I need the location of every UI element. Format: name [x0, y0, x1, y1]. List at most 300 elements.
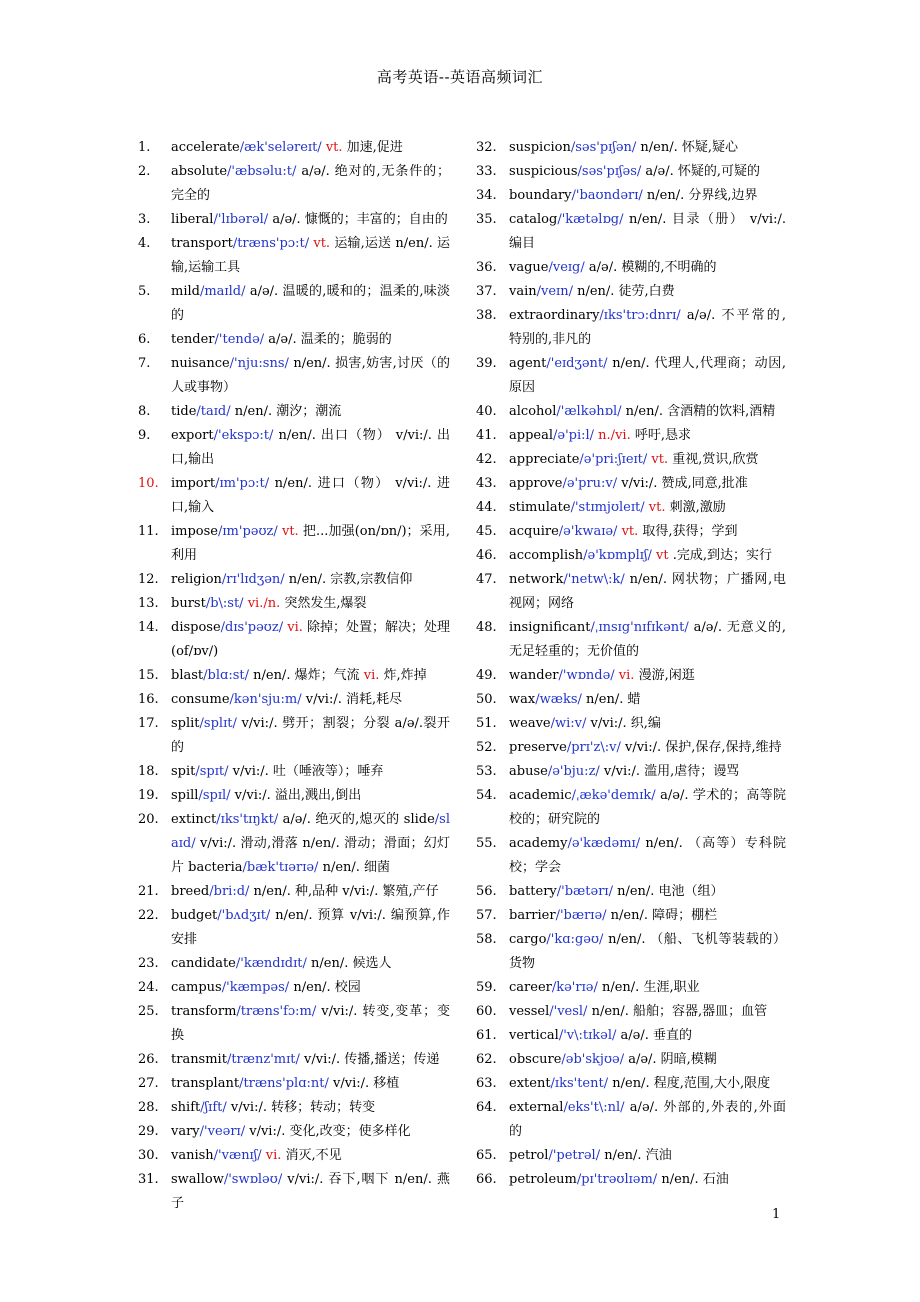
entry-word: abuse [509, 764, 548, 779]
entry-phonetic: /wæks/ [535, 692, 582, 707]
entry-phonetic: /spɪt/ [195, 764, 229, 779]
vocab-entry [476, 400, 786, 424]
entry-number: 11. [138, 524, 159, 539]
entry-phonetic: /səs'pɪʃəs/ [577, 164, 642, 179]
entry-number: 37. [476, 284, 497, 299]
entry-word: absolute [171, 164, 228, 179]
entry-definition: a/ə/. 学术的；高等院校的；研究院的 [509, 788, 786, 827]
entry-number: 27. [138, 1076, 159, 1091]
vocab-entry [476, 184, 786, 208]
entry-definition: 运输,运送 n/en/. 运输,运输工具 [171, 236, 450, 275]
entry-word: liberal [171, 212, 214, 227]
entry-phonetic: /maɪld/ [199, 284, 246, 299]
entry-phonetic: /wi:v/ [550, 716, 587, 731]
entry-text [171, 520, 450, 568]
entry-number: 7. [138, 356, 151, 371]
entry-definition: a/ə/. 不平常的,特别的,非凡的 [509, 308, 786, 347]
vocab-entry [138, 592, 450, 616]
entry-text [509, 136, 786, 160]
entry-part-of-speech: vt [651, 548, 669, 563]
vocab-entry [138, 904, 450, 952]
vocab-entry [476, 616, 786, 664]
vocab-entry [476, 208, 786, 256]
entry-definition: n/en/. 石油 [657, 1172, 729, 1187]
entry-definition: v/vi:/. 溢出,溅出,倒出 [230, 788, 362, 803]
entry-phonetic: /ɪks'tent/ [550, 1076, 609, 1091]
entry-phonetic: /ə'kædəmɪ/ [567, 836, 641, 851]
entry-word: acquire [509, 524, 559, 539]
entry-definition: 刺激,激励 [665, 500, 726, 515]
entry-definition: n/en/. 分界线,边界 [642, 188, 758, 203]
entry-number: 16. [138, 692, 159, 707]
entry-number: 46. [476, 548, 497, 563]
entry-text [509, 208, 786, 256]
entry-definition: n/en/. 爆炸；气流 [248, 668, 364, 683]
entry-number: 43. [476, 476, 497, 491]
entry-text [171, 568, 450, 592]
entry-text [171, 1144, 450, 1168]
entry-definition: 取得,获得；学到 [638, 524, 738, 539]
entry-definition: 除掉；处置；解决；处理(of/ɒv/) [171, 620, 451, 659]
entry-phonetic: /kə'rɪə/ [551, 980, 598, 995]
entry-text [171, 784, 450, 808]
entry-text [171, 1048, 450, 1072]
entry-definition: 呼吁,恳求 [630, 428, 691, 443]
entry-word: export [171, 428, 214, 443]
entry-phonetic: /'tendə/ [214, 332, 265, 347]
entry-definition: n/en/. 候选人 [306, 956, 392, 971]
entry-word: barrier [509, 908, 556, 923]
entry-word: petrol [509, 1148, 549, 1163]
entry-number: 61. [476, 1028, 497, 1043]
entry-phonetic: /splɪt/ [199, 716, 237, 731]
vocab-entry [138, 232, 450, 280]
entry-definition: v/vi:/. 保护,保存,保持,维持 [620, 740, 782, 755]
entry-text [509, 1072, 786, 1096]
entry-definition: n/en/. 进口（物） v/vi:/. 进口,输入 [171, 476, 450, 515]
entry-text [509, 1144, 786, 1168]
vocab-entry [476, 976, 786, 1000]
entry-phonetic: /ˌɪnsɪg'nɪfɪkənt/ [590, 620, 689, 635]
entry-definition: n/en/. 网状物；广播网,电视网；网络 [509, 572, 786, 611]
entry-definition: n/en/. 障碍；棚栏 [606, 908, 718, 923]
entry-definition: n/en/. （高等）专科院校；学会 [509, 836, 786, 875]
vocab-entry [476, 1096, 786, 1144]
entry-phonetic: /'bærɪə/ [555, 908, 607, 923]
entry-text [171, 616, 450, 664]
entry-word: vague [509, 260, 549, 275]
entry-phonetic: /'stɪmjʊleɪt/ [570, 500, 645, 515]
entry-phonetic: /səs'pɪʃən/ [570, 140, 637, 155]
vocab-entry [138, 784, 450, 808]
entry-text [171, 592, 450, 616]
entry-definition: n/en/. 校园 [289, 980, 361, 995]
vocab-entry [138, 520, 450, 568]
entry-word: impose [171, 524, 218, 539]
entry-definition: n/en/. 目录（册） v/vi:/. 编目 [509, 212, 786, 251]
entry-part-of-speech: vi. [261, 1148, 282, 1163]
entry-phonetic: /slaɪd/ [171, 812, 450, 851]
entry-definition: n/en/. 电池（组） [612, 884, 724, 899]
entry-definition: v/vi:/. 消耗,耗尽 [301, 692, 403, 707]
entry-word: approve [509, 476, 563, 491]
entry-number: 60. [476, 1004, 497, 1019]
vocab-entry [476, 568, 786, 616]
entry-phonetic: /əb'skjʊə/ [561, 1052, 625, 1067]
entry-definition: .完成,到达；实行 [668, 548, 772, 563]
entry-number: 55. [476, 836, 497, 851]
entry-phonetic: /ɪks'tɪŋkt/ [216, 812, 279, 827]
entry-text [171, 1000, 450, 1048]
entry-word: suspicion [509, 140, 571, 155]
vocab-entry [138, 136, 450, 160]
entry-number: 6. [138, 332, 151, 347]
entry-definition: v/vi:/. 滥用,虐待；谩骂 [599, 764, 740, 779]
entry-part-of-speech: vi. [363, 668, 380, 683]
entry-word: shift [171, 1100, 201, 1115]
entry-word: mild [171, 284, 200, 299]
vocab-entry [476, 712, 786, 736]
vocab-entry [476, 424, 786, 448]
entry-number: 21. [138, 884, 159, 899]
entry-text [509, 832, 786, 880]
entry-text [171, 1072, 450, 1096]
vocab-entry [138, 400, 450, 424]
entry-definition: v/vi:/. 转移；转动；转变 [226, 1100, 376, 1115]
entry-phonetic: /ə'pru:v/ [562, 476, 618, 491]
entry-definition: a/ə/. 外部的,外表的,外面的 [509, 1100, 786, 1139]
vocab-entry [476, 784, 786, 832]
entry-word: dispose [171, 620, 221, 635]
entry-word: spit [171, 764, 196, 779]
entry-text [171, 904, 450, 952]
entry-number: 10. [138, 476, 159, 491]
entry-word: vanish [171, 1148, 214, 1163]
entry-number: 19. [138, 788, 159, 803]
vocab-entry [138, 976, 450, 1000]
entry-word: consume [171, 692, 230, 707]
entry-word: appreciate [509, 452, 580, 467]
entry-text [509, 520, 786, 544]
vocab-entry [138, 472, 450, 520]
entry-definition: a/ə/. 垂直的 [616, 1028, 692, 1043]
entry-word: accomplish [509, 548, 584, 563]
vocab-entry [476, 1000, 786, 1024]
entry-definition: v/vi:/. 吞下,咽下 n/en/. 燕子 [171, 1172, 450, 1211]
entry-phonetic: /'eɪdʒənt/ [546, 356, 608, 371]
vocab-entry [138, 664, 450, 688]
entry-text [509, 568, 786, 616]
vocab-entry [138, 616, 450, 664]
entry-number: 17. [138, 716, 159, 731]
entry-word: vary [171, 1124, 200, 1139]
entry-definition: n/en/. 潮汐；潮流 [230, 404, 342, 419]
entry-definition: v/vi:/. 移植 [328, 1076, 400, 1091]
entry-number: 26. [138, 1052, 159, 1067]
entry-definition: n/en/. （船、飞机等装载的）货物 [509, 932, 786, 971]
entry-definition: a/ə/. 无意义的,无足轻重的；无价值的 [509, 620, 786, 659]
entry-word: candidate [171, 956, 236, 971]
entry-definition: 加速,促进 [342, 140, 403, 155]
entry-number: 22. [138, 908, 159, 923]
document-title: 高考英语--英语高频词汇 [376, 68, 544, 86]
entry-phonetic: /'veərɪ/ [199, 1124, 246, 1139]
entry-phonetic: /'kɑ:gəʊ/ [546, 932, 604, 947]
entry-word: extinct [171, 812, 217, 827]
entry-text [171, 280, 450, 328]
entry-phonetic: /'kætəlɒg/ [557, 212, 624, 227]
entry-phonetic: /bri:d/ [209, 884, 250, 899]
entry-text [171, 952, 450, 976]
vocab-entry [476, 1144, 786, 1168]
entry-phonetic: /bæk'tɪərɪə/ [242, 860, 319, 875]
vocab-entry [138, 1072, 450, 1096]
entry-number: 1. [138, 140, 151, 155]
entry-text [509, 1000, 786, 1024]
entry-definition: a/ə/. 阴暗,模糊 [624, 1052, 717, 1067]
entry-definition: a/ə/. 绝对的,无条件的；完全的 [171, 164, 450, 203]
vocab-entry [138, 208, 450, 232]
entry-word: career [509, 980, 552, 995]
entry-number: 2. [138, 164, 151, 179]
vocab-entry [138, 280, 450, 328]
vocab-entry [138, 880, 450, 904]
page-number: 1 [772, 1207, 781, 1222]
entry-number: 13. [138, 596, 159, 611]
entry-phonetic: /veɪg/ [548, 260, 585, 275]
entry-word: preserve [509, 740, 567, 755]
entry-number: 33. [476, 164, 497, 179]
entry-definition: n/en/. 怀疑,疑心 [636, 140, 739, 155]
vocab-entry [476, 496, 786, 520]
entry-text [509, 400, 786, 424]
entry-definition: v/vi:/. 劈开；割裂；分裂 a/ə/.裂开的 [171, 716, 450, 755]
vocab-entry [476, 304, 786, 352]
entry-text [509, 496, 786, 520]
vocab-entry [476, 688, 786, 712]
entry-number: 23. [138, 956, 159, 971]
entry-number: 59. [476, 980, 497, 995]
vocab-entry [476, 736, 786, 760]
vocab-entry [138, 1000, 450, 1048]
vocab-entry [476, 928, 786, 976]
entry-text [509, 448, 786, 472]
entry-word: wax [509, 692, 536, 707]
entry-definition: a/ə/. 绝灭的,熄灭的 slide [278, 812, 435, 827]
entry-definition: a/ə/. 慷慨的；丰富的；自由的 [268, 212, 448, 227]
entry-word: academic [509, 788, 572, 803]
entry-number: 53. [476, 764, 497, 779]
entry-phonetic: /kən'sju:m/ [229, 692, 302, 707]
entry-text [509, 424, 786, 448]
entry-phonetic: /rɪ'lɪdʒən/ [221, 572, 285, 587]
entry-phonetic: /ə'pri:ʃɪeɪt/ [579, 452, 648, 467]
entry-number: 56. [476, 884, 497, 899]
entry-text [171, 1168, 450, 1216]
entry-number: 8. [138, 404, 151, 419]
vocab-entry [476, 448, 786, 472]
entry-text [509, 616, 786, 664]
entry-word: nuisance [171, 356, 230, 371]
entry-word: obscure [509, 1052, 562, 1067]
entry-word: swallow [171, 1172, 224, 1187]
entry-number: 40. [476, 404, 497, 419]
entry-phonetic: /'kæmpəs/ [221, 980, 290, 995]
entry-number: 49. [476, 668, 497, 683]
vocab-entry [476, 664, 786, 688]
entry-phonetic: /'ælkəhɒl/ [556, 404, 622, 419]
entry-definition: v/vi:/. 赞成,同意,批准 [617, 476, 748, 491]
vocab-entry [476, 904, 786, 928]
entry-word: insignificant [509, 620, 591, 635]
entry-definition: a/ə/. 怀疑的,可疑的 [641, 164, 760, 179]
entry-text [509, 880, 786, 904]
entry-word: budget [171, 908, 218, 923]
entry-number: 66. [476, 1172, 497, 1187]
entry-phonetic: /'vænɪʃ/ [213, 1148, 262, 1163]
entry-number: 24. [138, 980, 159, 995]
entry-phonetic: /'bætərɪ/ [556, 884, 613, 899]
entry-number: 25. [138, 1004, 159, 1019]
entry-definition: n/en/. 宗教,宗教信仰 [284, 572, 413, 587]
entry-phonetic: /ˌækə'demɪk/ [571, 788, 656, 803]
entry-phonetic: /veɪn/ [536, 284, 573, 299]
vocab-entry [138, 1144, 450, 1168]
vocab-entry [138, 424, 450, 472]
entry-word: network [509, 572, 564, 587]
entry-text [171, 1120, 450, 1144]
entry-word: cargo [509, 932, 547, 947]
entry-part-of-speech: vt. [617, 524, 639, 539]
vocab-entry [138, 952, 450, 976]
vocab-entry [476, 880, 786, 904]
entry-number: 32. [476, 140, 497, 155]
vocab-entry [138, 568, 450, 592]
entry-number: 29. [138, 1124, 159, 1139]
vocab-entry [138, 808, 450, 880]
entry-phonetic: /spɪl/ [198, 788, 231, 803]
entry-number: 48. [476, 620, 497, 635]
entry-text [171, 160, 450, 208]
entry-text [509, 1024, 786, 1048]
entry-phonetic: /ə'pi:l/ [553, 428, 595, 443]
entry-phonetic: /'wɒndə/ [558, 668, 615, 683]
entry-definition: n/en/. 汽油 [600, 1148, 672, 1163]
entry-word: petroleum [509, 1172, 577, 1187]
entry-text [171, 880, 450, 904]
entry-definition: 把...加强(on/ɒn/)；采用,利用 [171, 524, 450, 563]
vocab-entry [476, 136, 786, 160]
entry-phonetic: /træns'pɔ:t/ [232, 236, 310, 251]
entry-text [171, 976, 450, 1000]
entry-definition: n/en/. 细菌 [318, 860, 391, 875]
entry-text [171, 808, 450, 880]
entry-word: academy [509, 836, 568, 851]
entry-phonetic: /trænz'mɪt/ [226, 1052, 300, 1067]
entry-word: campus [171, 980, 222, 995]
entry-number: 63. [476, 1076, 497, 1091]
entry-text [171, 424, 450, 472]
entry-text [509, 688, 786, 712]
entry-phonetic: /ɪm'pəʊz/ [218, 524, 278, 539]
entry-definition: n/en/. 船舶；容器,器皿；血管 [587, 1004, 768, 1019]
vocab-entry [138, 160, 450, 208]
entry-text [509, 736, 786, 760]
vocab-entry [138, 1168, 450, 1216]
entry-word: burst [171, 596, 206, 611]
vocab-entry [476, 1024, 786, 1048]
entry-phonetic: /'swɒləʊ/ [223, 1172, 283, 1187]
entry-phonetic: /'petrəl/ [548, 1148, 601, 1163]
entry-number: 12. [138, 572, 159, 587]
entry-number: 35. [476, 212, 497, 227]
entry-text [171, 328, 450, 352]
entry-number: 4. [138, 236, 151, 251]
entry-phonetic: /'vesl/ [549, 1004, 588, 1019]
entry-text [509, 928, 786, 976]
entry-word: transform [171, 1004, 237, 1019]
entry-definition: v/vi:/. 织,编 [586, 716, 661, 731]
entry-definition: 炸,炸掉 [379, 668, 427, 683]
entry-definition: v/vi:/. 传播,播送；传递 [299, 1052, 440, 1067]
entry-phonetic: /ə'kwaɪə/ [558, 524, 618, 539]
entry-number: 41. [476, 428, 497, 443]
entry-number: 30. [138, 1148, 159, 1163]
right-column [476, 136, 786, 1192]
entry-definition: a/ə/. 温暖的,暖和的；温柔的,味淡的 [171, 284, 450, 323]
entry-number: 42. [476, 452, 497, 467]
entry-number: 31. [138, 1172, 159, 1187]
entry-phonetic: /b\:st/ [205, 596, 244, 611]
entry-number: 34. [476, 188, 497, 203]
entry-word: vain [509, 284, 537, 299]
entry-phonetic: /træns'plɑ:nt/ [239, 1076, 329, 1091]
entry-number: 62. [476, 1052, 497, 1067]
entry-text [509, 280, 786, 304]
entry-phonetic: /ə'kɒmplɪʃ/ [583, 548, 652, 563]
entry-word: stimulate [509, 500, 571, 515]
entry-number: 38. [476, 308, 497, 323]
entry-text [171, 232, 450, 280]
entry-text [509, 1048, 786, 1072]
entry-definition: v/vi:/. 吐（唾液等）；唾弃 [228, 764, 384, 779]
entry-phonetic: /blɑ:st/ [203, 668, 249, 683]
entry-text [171, 1096, 450, 1120]
entry-definition: n/en/. 程度,范围,大小,限度 [608, 1076, 771, 1091]
entry-part-of-speech: vt. [309, 236, 331, 251]
entry-number: 65. [476, 1148, 497, 1163]
vocab-entry [476, 544, 786, 568]
entry-text [171, 136, 450, 160]
entry-word: weave [509, 716, 551, 731]
entry-text [171, 664, 450, 688]
entry-definition: 突然发生,爆裂 [280, 596, 367, 611]
entry-phonetic: /dɪs'pəʊz/ [220, 620, 284, 635]
entry-text [509, 184, 786, 208]
entry-phonetic: /æk'seləreɪt/ [239, 140, 322, 155]
vocab-entry [476, 760, 786, 784]
entry-part-of-speech: vt. [644, 500, 666, 515]
entry-text [171, 400, 450, 424]
entry-definition: n/en/. 种,品种 v/vi:/. 繁殖,产仔 [249, 884, 439, 899]
entry-definition: 重视,赏识,欣赏 [668, 452, 759, 467]
entry-number: 57. [476, 908, 497, 923]
vocab-entry [476, 256, 786, 280]
entry-word: suspicious [509, 164, 578, 179]
entry-text [509, 784, 786, 832]
entry-text [509, 712, 786, 736]
entry-definition: n/en/. 生涯,职业 [597, 980, 700, 995]
